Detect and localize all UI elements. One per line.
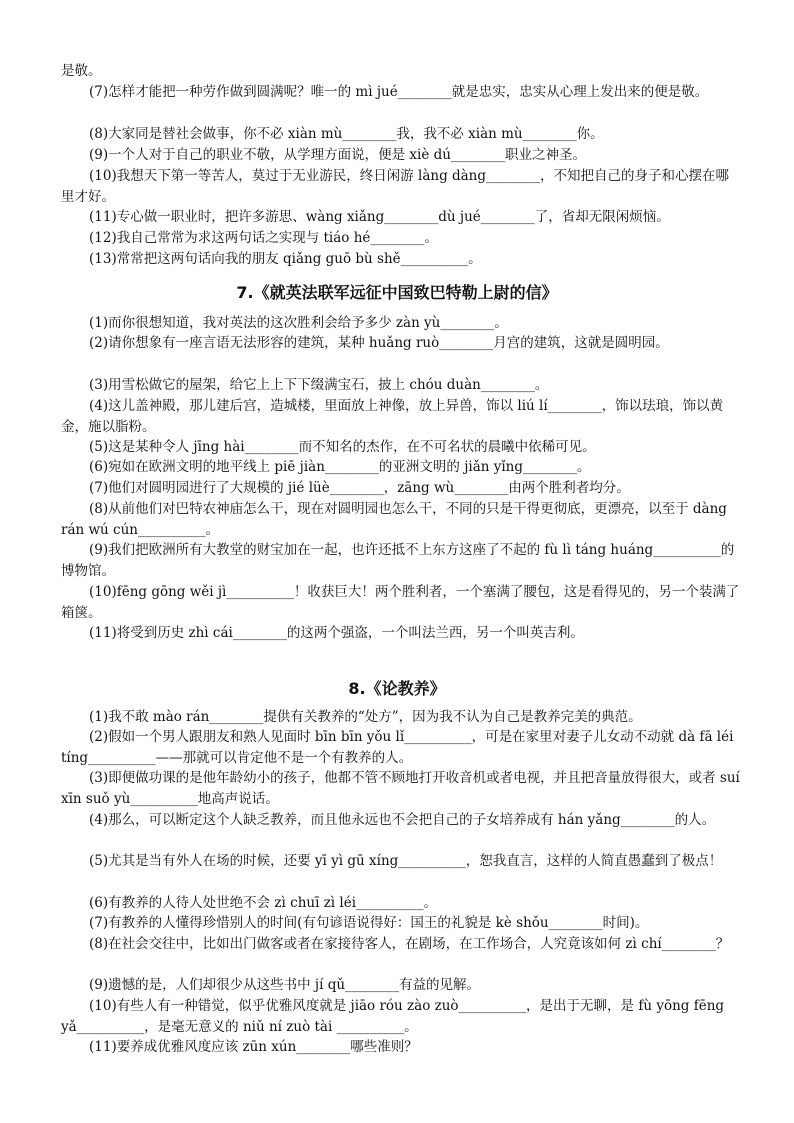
s7-item-1: (1)而你很想知道，我对英法的这次胜利会给予多少 zàn yù________。 xyxy=(89,315,508,331)
s7-item-8: (8)从前他们对巴特农神庙怎么干，现在对圆明园也怎么干，不同的只是干得更彻底，更漂亮，以至于 dàng rán wú cún__________。 xyxy=(61,501,727,538)
s6-item-11: (11)专心做一职业时，把许多游思、wàng xiǎng________dù jué________了，省却无限闲烦恼。 xyxy=(89,209,670,225)
s7-item-9: (9)我们把欧洲所有大教堂的财宝加在一起，也许还抵不上东方这座了不起的 fù lì táng huáng__________的博物馆。 xyxy=(61,542,735,579)
continuation-text: 是敬。 xyxy=(61,63,102,79)
s8-item-9: (9)遗憾的是，人们却很少从这些书中 jí qǔ________有益的见解。 xyxy=(89,977,481,993)
s7-item-4: (4)这儿盖神殿，那儿建后宫，造城楼，里面放上神像，放上异兽，饰以 liú lí________，饰以珐琅，饰以黄金，施以脂粉。 xyxy=(61,398,724,435)
s8-item-7: (7)有教养的人懂得珍惜别人的时间(有句谚语说得好：国王的礼貌是 kè shǒu________时间)。 xyxy=(89,915,649,931)
s7-item-10: (10)fēng gōng wěi jì__________！收获巨大！两个胜利者，一个塞满了腰包，这是看得见的，另一个装满了箱箧。 xyxy=(61,584,740,621)
s7-item-3: (3)用雪松做它的屋架，给它上上下下缀满宝石，披上 chóu duàn________。 xyxy=(89,377,549,393)
s7-item-7: (7)他们对圆明园进行了大规模的 jié lüè________，zāng wù________由两个胜利者均分。 xyxy=(89,480,630,496)
s8-item-10: (10)有些人有一种错觉，似乎优雅风度就是 jiāo róu zào zuò__________，是出于无聊，是 fù yōng fēng yǎ__________，是毫无意义的 niǔ ní zuò tài __________。 xyxy=(61,998,725,1035)
s7-item-11: (11)将受到历史 zhì cái________的这两个强盗，一个叫法兰西，另一个叫英吉利。 xyxy=(89,625,584,641)
section8-title: 8.《论教养》 xyxy=(348,679,446,698)
s8-item-5: (5)尤其是当有外人在场的时候，还要 yī yì gū xíng__________，恕我直言，这样的人简直愚蠢到了极点！ xyxy=(89,853,723,869)
s8-item-3: (3)即便做功课的是他年龄幼小的孩子，他都不管不顾地打开收音机或者电视，并且把音量放得很大，或者 suí xīn suǒ yù__________地高声说话。 xyxy=(61,770,740,807)
s7-item-5: (5)这是某种令人 jīng hài________而不知名的杰作，在不可名状的晨曦中依稀可见。 xyxy=(89,439,596,455)
s6-item-7: (7)怎样才能把一种劳作做到圆满呢？唯一的 mì jué________就是忠实，忠实从心理上发出来的便是敬。 xyxy=(89,84,709,100)
s8-item-1: (1)我不敢 mào rán________提供有关教养的“处方”，因为我不认为自己是教养完美的典范。 xyxy=(89,709,642,725)
s6-item-10: (10)我想天下第一等苦人，莫过于无业游民，终日闲游 làng dàng________，不知把自己的身子和心摆在哪里才好。 xyxy=(61,168,730,205)
s8-item-2: (2)假如一个男人跟朋友和熟人见面时 bīn bīn yǒu lǐ__________，可是在家里对妻子儿女动不动就 dà fā léi tíng__________——那就可以肯定他不是一个有教养的人。 xyxy=(61,729,734,766)
s8-item-6: (6)有教养的人待人处世绝不会 zì chuī zì léi__________。 xyxy=(89,895,438,911)
s7-item-6: (6)宛如在欧洲文明的地平线上 piē jiàn________的亚洲文明的 jiǎn yǐng________。 xyxy=(89,459,591,475)
s6-item-13: (13)常常把这两句话向我的朋友 qiǎng guō bù shě__________。 xyxy=(89,251,482,267)
s6-item-12: (12)我自己常常为求这两句话之实现与 tiáo hé________。 xyxy=(89,230,438,246)
section7-title: 7.《就英法联军远征中国致巴特勒上尉的信》 xyxy=(236,283,558,302)
s8-item-11: (11)要养成优雅风度应该 zūn xún________哪些准则？ xyxy=(89,1039,418,1055)
s7-item-2: (2)请你想象有一座言语无法形容的建筑，某种 huǎng ruò________月宫的建筑，这就是圆明园。 xyxy=(89,335,669,351)
s8-item-8: (8)在社会交往中，比如出门做客或者在家接待客人，在剧场，在工作场合，人究竟该如何 zì chí________？ xyxy=(89,936,730,952)
s6-item-9: (9)一个人对于自己的职业不敬，从学理方面说，便是 xiè dú________职业之神圣。 xyxy=(89,147,586,163)
s8-item-4: (4)那么，可以断定这个人缺乏教养，而且他永远也不会把自己的子女培养成有 hán yǎng________的人。 xyxy=(89,812,716,828)
s6-item-8: (8)大家同是替社会做事，你不必 xiàn mù________我，我不必 xiàn mù________你。 xyxy=(89,126,604,142)
